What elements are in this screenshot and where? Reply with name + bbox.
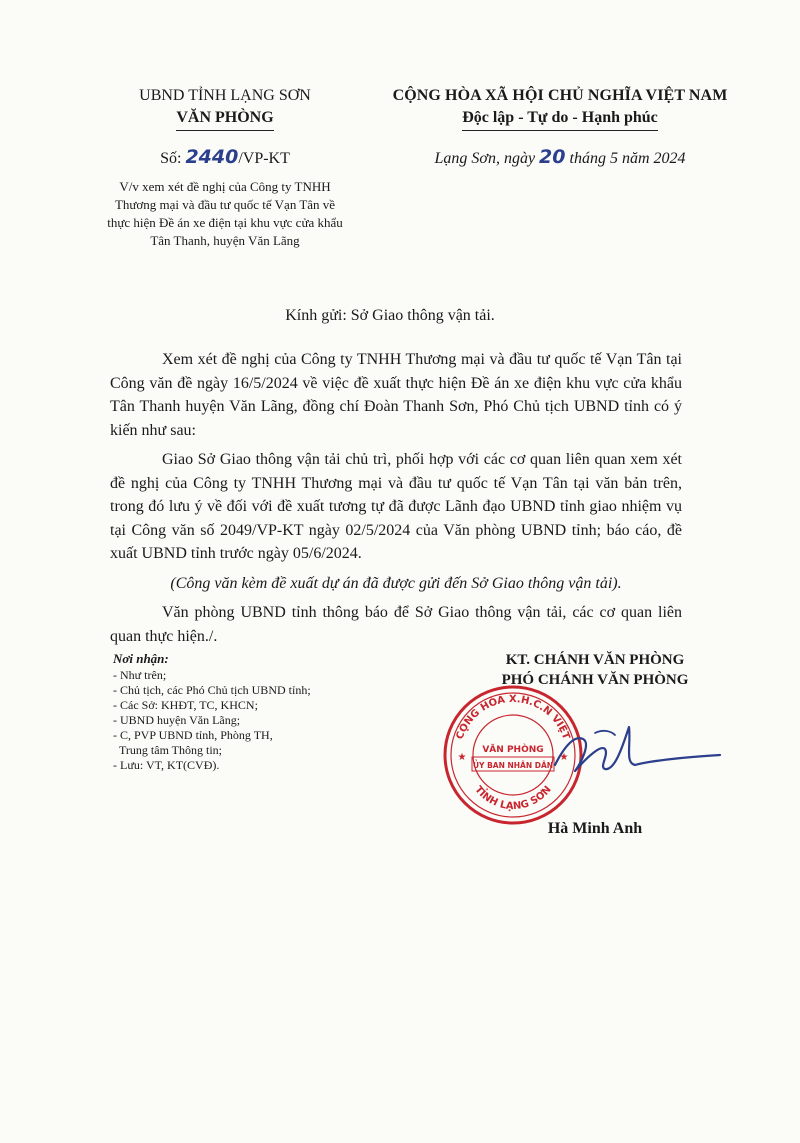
national-title: CỘNG HÒA XÃ HỘI CHỦ NGHĨA VIỆT NAM bbox=[392, 87, 728, 104]
body-paragraph-2: Giao Sở Giao thông vận tải chủ trì, phối hợp với các cơ quan liên quan xem xét đề nghị của Công ty TNHH Thương mại và đầu tư quốc tế Vạn Tân tại văn bản trên, trong đó lưu ý về đối với đề xuất tương tự đã được Lãnh đạo UBND tỉnh giao nhiệm vụ tại Công văn số 2049/VP-KT ngày 02/5/2024 của Văn phòng UBND tỉnh; báo cáo, đề xuất UBND tỉnh trước ngày 05/6/2024. bbox=[110, 451, 682, 562]
distribution-item: - C, PVP UBND tỉnh, Phòng TH, bbox=[113, 728, 273, 742]
doc-number-prefix: Số: bbox=[160, 150, 186, 167]
distribution-title: Nơi nhận: bbox=[113, 651, 169, 666]
issuing-authority bbox=[105, 85, 345, 131]
distribution-list bbox=[113, 650, 413, 773]
body-paragraph-note: (Công văn kèm đề xuất dự án đã được gửi đến Sở Giao thông vận tải). bbox=[170, 574, 622, 592]
organization-name: UBND TỈNH LẠNG SƠN bbox=[139, 87, 311, 104]
svg-text:★: ★ bbox=[457, 752, 467, 763]
document-subject: V/v xem xét đề nghị của Công ty TNHH Thương mại và đầu tư quốc tế Vạn Tân về thực hiện Đề án xe điện tại khu vực cửa khẩu Tân Thanh, huyện Văn Lãng bbox=[107, 179, 343, 248]
document-body bbox=[110, 348, 682, 654]
svg-text:ỦY BAN NHÂN DÂN: ỦY BAN NHÂN DÂN bbox=[472, 761, 554, 770]
svg-text:VĂN PHÒNG: VĂN PHÒNG bbox=[482, 745, 544, 755]
national-motto: Độc lập - Tự do - Hạnh phúc bbox=[462, 107, 658, 131]
document-number bbox=[105, 146, 345, 170]
doc-number-suffix: /VP-KT bbox=[238, 150, 290, 167]
doc-number-handwritten: 2440 bbox=[185, 146, 239, 168]
svg-text:★: ★ bbox=[559, 752, 569, 763]
svg-text:CỘNG HÒA X.H.C.N VIỆT: CỘNG HÒA X.H.C.N VIỆT bbox=[454, 693, 572, 741]
national-header bbox=[350, 85, 770, 131]
place-date-after: tháng 5 năm 2024 bbox=[565, 150, 686, 167]
place-date-before: Lạng Sơn, ngày bbox=[434, 150, 540, 167]
body-paragraph-closing: Văn phòng UBND tỉnh thông báo để Sở Giao thông vận tải, các cơ quan liên quan thực hiện./. bbox=[110, 604, 682, 645]
distribution-item: - Lưu: VT, KT(CVĐ). bbox=[113, 758, 220, 772]
date-day-handwritten: 20 bbox=[539, 146, 566, 168]
distribution-item: - Các Sở: KHĐT, TC, KHCN; bbox=[113, 698, 258, 712]
signer-name: Hà Minh Anh bbox=[547, 820, 643, 837]
distribution-item: Trung tâm Thông tin; bbox=[119, 743, 223, 757]
signer-title-1: KT. CHÁNH VĂN PHÒNG bbox=[505, 652, 685, 668]
distribution-item: - Như trên; bbox=[113, 668, 167, 682]
recipient-line: Kính gửi: Sở Giao thông vận tải. bbox=[285, 307, 495, 324]
distribution-item: - Chủ tịch, các Phó Chủ tịch UBND tỉnh; bbox=[113, 683, 311, 697]
body-paragraph-1: Xem xét đề nghị của Công ty TNHH Thương mại và đầu tư quốc tế Vạn Tân tại Công văn đề ngày 16/5/2024 về việc đề xuất thực hiện Đề án xe điện khu vực cửa khẩu Tân Thanh huyện Văn Lãng, đồng chí Đoàn Thanh Sơn, Phó Chủ tịch UBND tỉnh có ý kiến như sau: bbox=[110, 351, 682, 439]
distribution-item: - UBND huyện Văn Lãng; bbox=[113, 713, 241, 727]
signer-title-2: PHÓ CHÁNH VĂN PHÒNG bbox=[501, 672, 689, 688]
office-name: VĂN PHÒNG bbox=[176, 107, 273, 131]
svg-text:TỈNH LẠNG SƠN: TỈNH LẠNG SƠN bbox=[472, 784, 554, 813]
place-and-date bbox=[350, 146, 770, 170]
handwritten-signature-icon bbox=[545, 705, 725, 795]
